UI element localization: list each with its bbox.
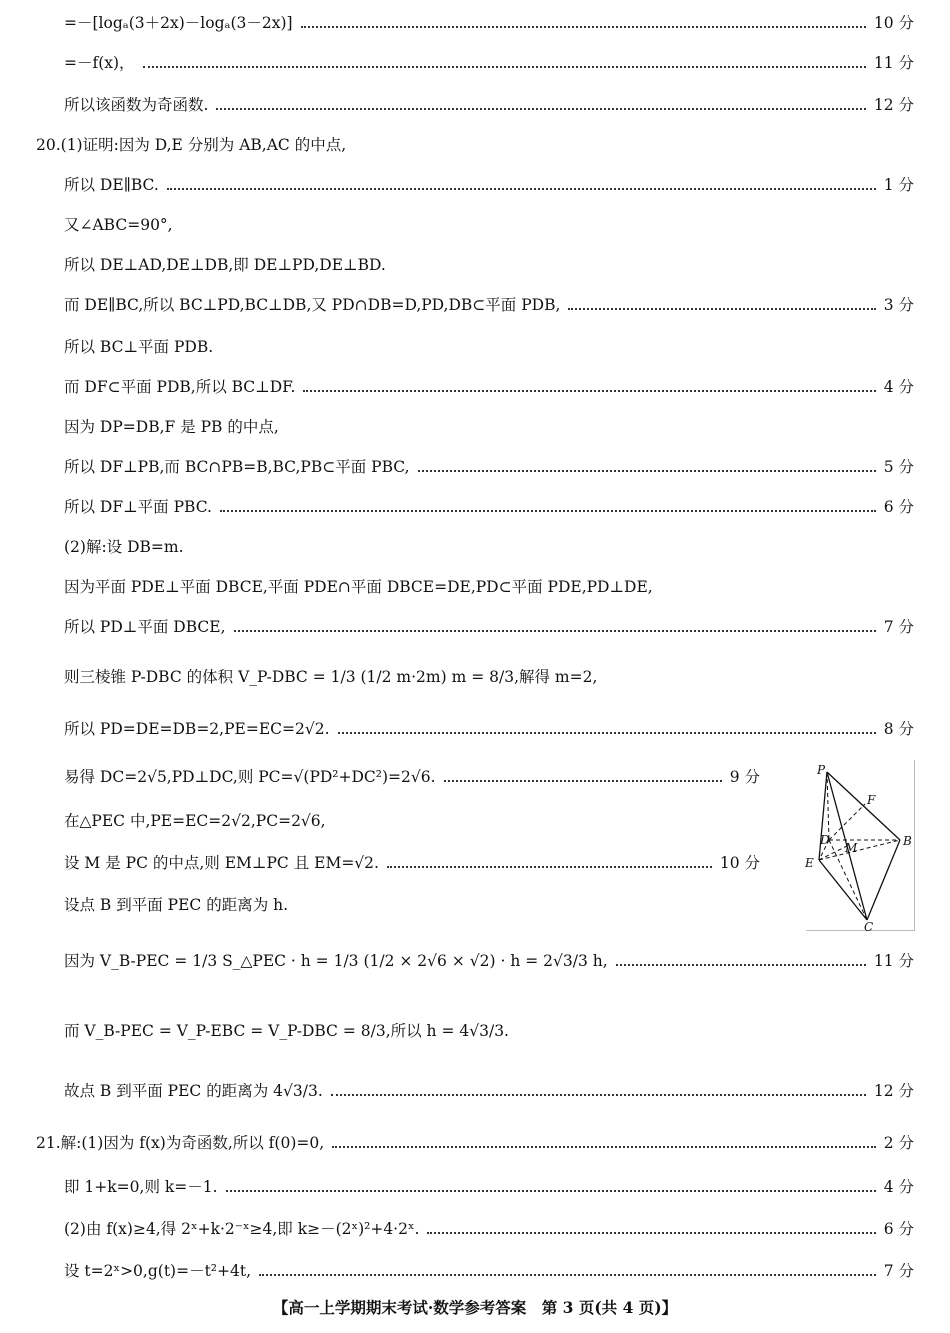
dot-leader	[143, 66, 866, 68]
line-text: 所以 DE⊥AD,DE⊥DB,即 DE⊥PD,DE⊥BD.	[64, 256, 386, 274]
answer-line	[64, 848, 760, 874]
dot-leader	[387, 866, 712, 868]
line-text: 所以 PD=DE=DB=2,PE=EC=2√2.	[64, 720, 330, 738]
edge-PB	[827, 772, 900, 840]
score-mark: 4 分	[883, 378, 914, 396]
line-text: 则三棱锥 P-DBC 的体积 V_P-DBC = 1/3 (1/2 m·2m) m = 8/3,解得 m=2,	[64, 668, 598, 686]
score-mark: 12 分	[873, 96, 914, 114]
answer-line	[64, 762, 760, 788]
answer-line	[64, 662, 914, 688]
answer-line	[64, 1016, 914, 1042]
dot-leader	[301, 26, 866, 28]
dot-leader	[167, 188, 876, 190]
label-F: F	[867, 793, 876, 807]
label-E: E	[805, 856, 814, 870]
line-text: 所以 DF⊥PB,而 BC∩PB=B,BC,PB⊂平面 PBC,	[64, 458, 410, 476]
answer-line	[64, 532, 914, 558]
answer-line	[64, 572, 914, 598]
dot-leader	[259, 1274, 876, 1276]
score-mark: 11 分	[873, 54, 914, 72]
answer-line	[64, 1076, 914, 1102]
answer-line	[36, 130, 914, 156]
dot-leader	[332, 1146, 876, 1148]
dot-leader	[226, 1190, 876, 1192]
line-text: (2)由 f(x)≥4,得 2ˣ+k·2⁻ˣ≥4,即 k≥－(2ˣ)²+4·2ˣ.	[64, 1220, 420, 1238]
score-mark: 9 分	[729, 768, 760, 786]
score-mark: 8 分	[883, 720, 914, 738]
score-mark: 2 分	[883, 1134, 914, 1152]
line-text: 所以该函数为奇函数.	[64, 96, 209, 114]
answer-line	[64, 1172, 914, 1198]
dot-leader	[616, 964, 866, 966]
answer-line	[64, 332, 914, 358]
score-mark: 7 分	[883, 1262, 914, 1280]
score-mark: 12 分	[873, 1082, 914, 1100]
answer-line	[64, 714, 914, 740]
line-text: 21.解:(1)因为 f(x)为奇函数,所以 f(0)=0,	[36, 1134, 325, 1152]
label-C: C	[864, 920, 874, 932]
answer-line	[64, 890, 760, 916]
line-text: 所以 DF⊥平面 PBC.	[64, 498, 212, 516]
line-text: 设 M 是 PC 的中点,则 EM⊥PC 且 EM=√2.	[64, 854, 379, 872]
answer-line	[64, 412, 914, 438]
dot-leader	[427, 1232, 875, 1234]
answer-line	[64, 290, 914, 316]
label-B: B	[903, 834, 912, 848]
answer-line	[64, 1214, 914, 1240]
label-D: D	[820, 833, 830, 847]
answer-line	[64, 452, 914, 478]
edge-BC	[867, 840, 900, 920]
answer-line	[64, 372, 914, 398]
edge-EC	[819, 860, 867, 920]
answer-line	[64, 492, 914, 518]
line-text: 易得 DC=2√5,PD⊥DC,则 PC=√(PD²+DC²)=2√6.	[64, 768, 436, 786]
edge-PD	[827, 772, 829, 840]
score-mark: 10 分	[873, 14, 914, 32]
line-text: 所以 PD⊥平面 DBCE,	[64, 618, 226, 636]
answer-line	[64, 250, 914, 276]
score-mark: 5 分	[883, 458, 914, 476]
dot-leader	[331, 1094, 866, 1096]
score-mark: 6 分	[883, 498, 914, 516]
answer-line	[64, 8, 914, 34]
line-text: 而 DF⊂平面 PDB,所以 BC⊥DF.	[64, 378, 296, 396]
dot-leader	[234, 630, 876, 632]
line-text: 即 1+k=0,则 k=－1.	[64, 1178, 218, 1196]
line-text: 所以 DE∥BC.	[64, 176, 159, 194]
line-text: 而 DE∥BC,所以 BC⊥PD,BC⊥DB,又 PD∩DB=D,PD,DB⊂平面 PDB,	[64, 296, 561, 314]
line-text: 设 t=2ˣ>0,g(t)=－t²+4t,	[64, 1262, 252, 1280]
score-mark: 7 分	[883, 618, 914, 636]
score-mark: 6 分	[883, 1220, 914, 1238]
dot-leader	[216, 108, 865, 110]
edge-EB	[819, 840, 900, 860]
answer-line	[36, 1128, 914, 1154]
line-text: 20.(1)证明:因为 D,E 分别为 AB,AC 的中点,	[36, 136, 347, 154]
line-text: 又∠ABC=90°,	[64, 216, 173, 234]
dot-leader	[303, 390, 875, 392]
dot-leader	[338, 732, 876, 734]
label-M: M	[845, 841, 858, 855]
answer-line	[64, 1256, 914, 1282]
line-text: =－f(x)，	[64, 54, 135, 72]
dot-leader	[568, 308, 875, 310]
line-text: (2)解:设 DB=m.	[64, 538, 184, 556]
label-P: P	[817, 763, 826, 777]
score-mark: 11 分	[873, 952, 914, 970]
answer-line	[64, 170, 914, 196]
line-text: 因为 V_B-PEC = 1/3 S_△PEC · h = 1/3 (1/2 × 2√6 × √2) · h = 2√3/3 h,	[64, 952, 608, 970]
line-text: 所以 BC⊥平面 PDB.	[64, 338, 214, 356]
line-text: 设点 B 到平面 PEC 的距离为 h.	[64, 896, 289, 914]
score-mark: 4 分	[883, 1178, 914, 1196]
pyramid-figure	[805, 760, 915, 932]
line-text: 在△PEC 中,PE=EC=2√2,PC=2√6,	[64, 812, 326, 830]
answer-line	[64, 48, 914, 74]
score-mark: 10 分	[719, 854, 760, 872]
answer-line	[64, 946, 914, 972]
dot-leader	[444, 780, 722, 782]
answer-line	[64, 612, 914, 638]
score-mark: 1 分	[883, 176, 914, 194]
dot-leader	[220, 510, 876, 512]
dot-leader	[418, 470, 876, 472]
line-text: =－[logₐ(3＋2x)－logₐ(3－2x)]	[64, 14, 293, 32]
line-text: 而 V_B-PEC = V_P-EBC = V_P-DBC = 8/3,所以 h = 4√3/3.	[64, 1022, 509, 1040]
page-footer: 【高一上学期期末考试·数学参考答案 第 3 页(共 4 页)】	[272, 1298, 678, 1317]
line-text: 因为 DP=DB,F 是 PB 的中点,	[64, 418, 279, 436]
answer-line	[64, 806, 760, 832]
line-text: 故点 B 到平面 PEC 的距离为 4√3/3.	[64, 1082, 323, 1100]
line-text: 因为平面 PDE⊥平面 DBCE,平面 PDE∩平面 DBCE=DE,PD⊂平面 PDE,PD⊥DE,	[64, 578, 653, 596]
answer-line	[64, 90, 914, 116]
edge-DF	[829, 804, 865, 840]
answer-line	[64, 210, 914, 236]
score-mark: 3 分	[883, 296, 914, 314]
